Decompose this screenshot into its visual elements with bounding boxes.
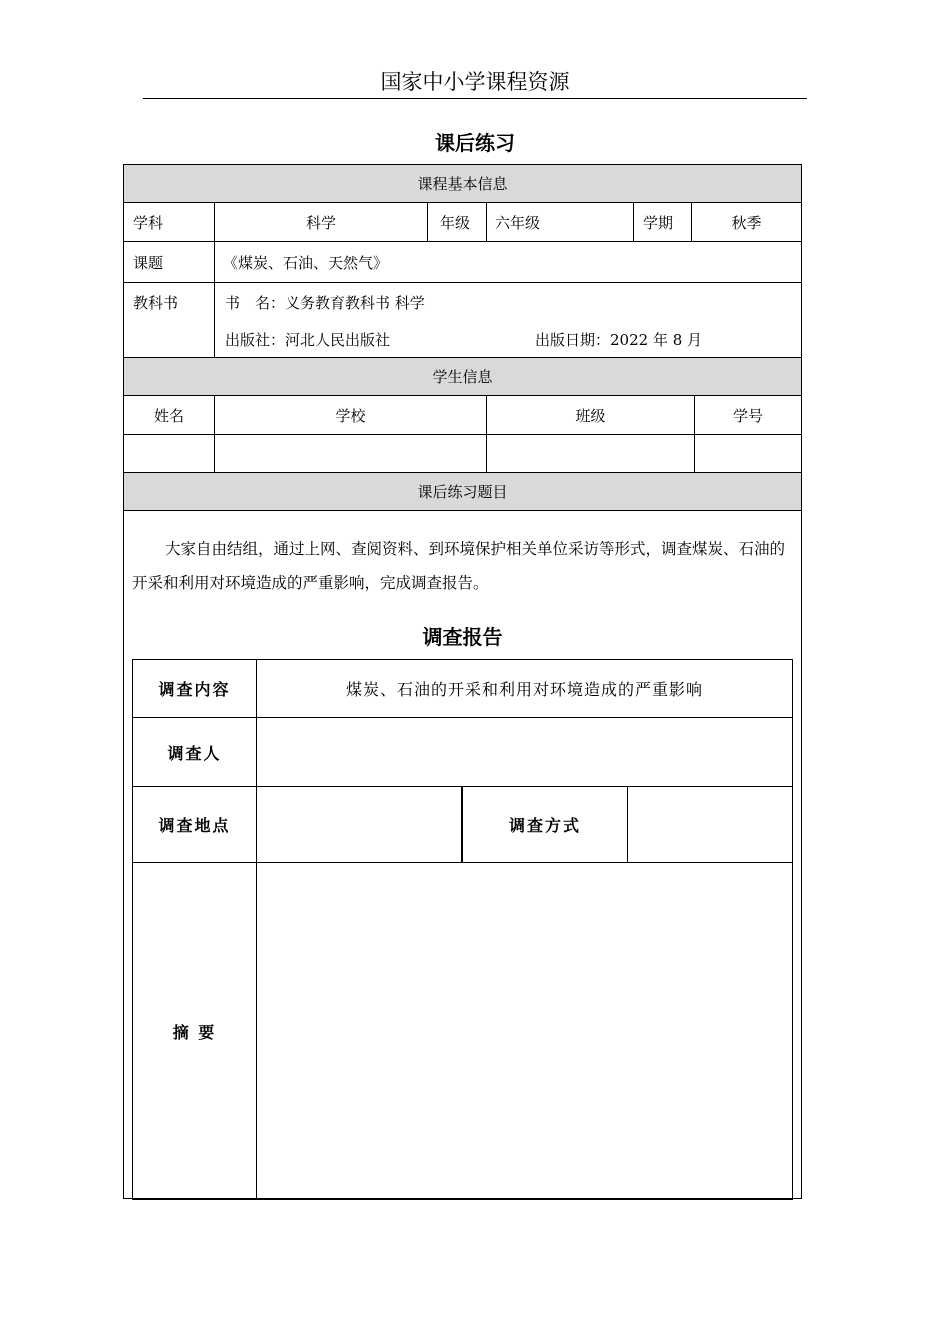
exercise-table — [123, 164, 802, 1199]
class-input[interactable] — [486, 435, 694, 472]
subject-value: 科学 — [214, 203, 427, 241]
location-label: 调查地点 — [158, 816, 231, 835]
report-content-label: 调查内容 — [158, 680, 231, 699]
summary-row — [133, 863, 792, 1199]
header-source: 国家中小学课程资源 — [380, 70, 570, 94]
report-table — [132, 659, 793, 1200]
textbook-row — [124, 283, 801, 358]
course-info-row — [124, 203, 801, 242]
location-method-row — [133, 787, 792, 863]
investigator-input[interactable] — [256, 718, 792, 786]
textbook-detail — [214, 283, 801, 357]
location-input[interactable] — [256, 787, 461, 862]
investigator-label: 调查人 — [167, 743, 222, 763]
name-input[interactable] — [124, 435, 214, 472]
method-label: 调查方式 — [461, 787, 627, 862]
book-name: 书 名：义务教育教科书 科学 — [225, 294, 425, 312]
student-id-input[interactable] — [694, 435, 801, 472]
summary-label: 摘 要 — [172, 1022, 217, 1042]
method-input[interactable] — [627, 787, 792, 862]
term-label: 学期 — [633, 203, 691, 241]
col-class: 班级 — [486, 396, 694, 434]
term-value: 秋季 — [691, 203, 801, 241]
report-title: 调查报告 — [422, 625, 503, 649]
header-divider — [143, 98, 807, 99]
exercise-title: 课后练习题目 — [417, 483, 508, 501]
topic-value: 《煤炭、石油、天然气》 — [214, 242, 801, 282]
report-content-row — [133, 660, 792, 718]
school-input[interactable] — [214, 435, 486, 472]
student-info-title: 学生信息 — [432, 368, 493, 386]
doc-title: 课后练习 — [435, 131, 515, 155]
grade-label: 年级 — [427, 203, 486, 241]
publisher: 出版社：河北人民出版社 — [225, 331, 391, 349]
course-info-title: 课程基本信息 — [417, 175, 508, 193]
topic-label: 课题 — [133, 253, 164, 272]
subject-label: 学科 — [133, 213, 164, 232]
report-content-value: 煤炭、石油的开采和利用对环境造成的严重影响 — [256, 660, 792, 717]
col-name: 姓名 — [153, 406, 184, 425]
course-info-header — [124, 165, 801, 203]
col-student-id: 学号 — [694, 396, 801, 434]
summary-input[interactable] — [256, 863, 792, 1199]
publish-date: 出版日期：2022 年 8 月 — [535, 331, 703, 349]
student-info-columns — [124, 396, 801, 435]
exercise-header — [124, 473, 801, 511]
col-school: 学校 — [214, 396, 486, 434]
exercise-instruction: 大家自由结组，通过上网、查阅资料、到环境保护相关单位采访等形式，调查煤炭、石油的开采和利用对环境造成的严重影响，完成调查报告。 — [132, 540, 786, 592]
student-info-input-row — [124, 435, 801, 473]
grade-value: 六年级 — [486, 203, 633, 241]
student-info-header — [124, 358, 801, 396]
investigator-row — [133, 718, 792, 787]
topic-row — [124, 242, 801, 283]
textbook-label: 教科书 — [133, 294, 179, 312]
